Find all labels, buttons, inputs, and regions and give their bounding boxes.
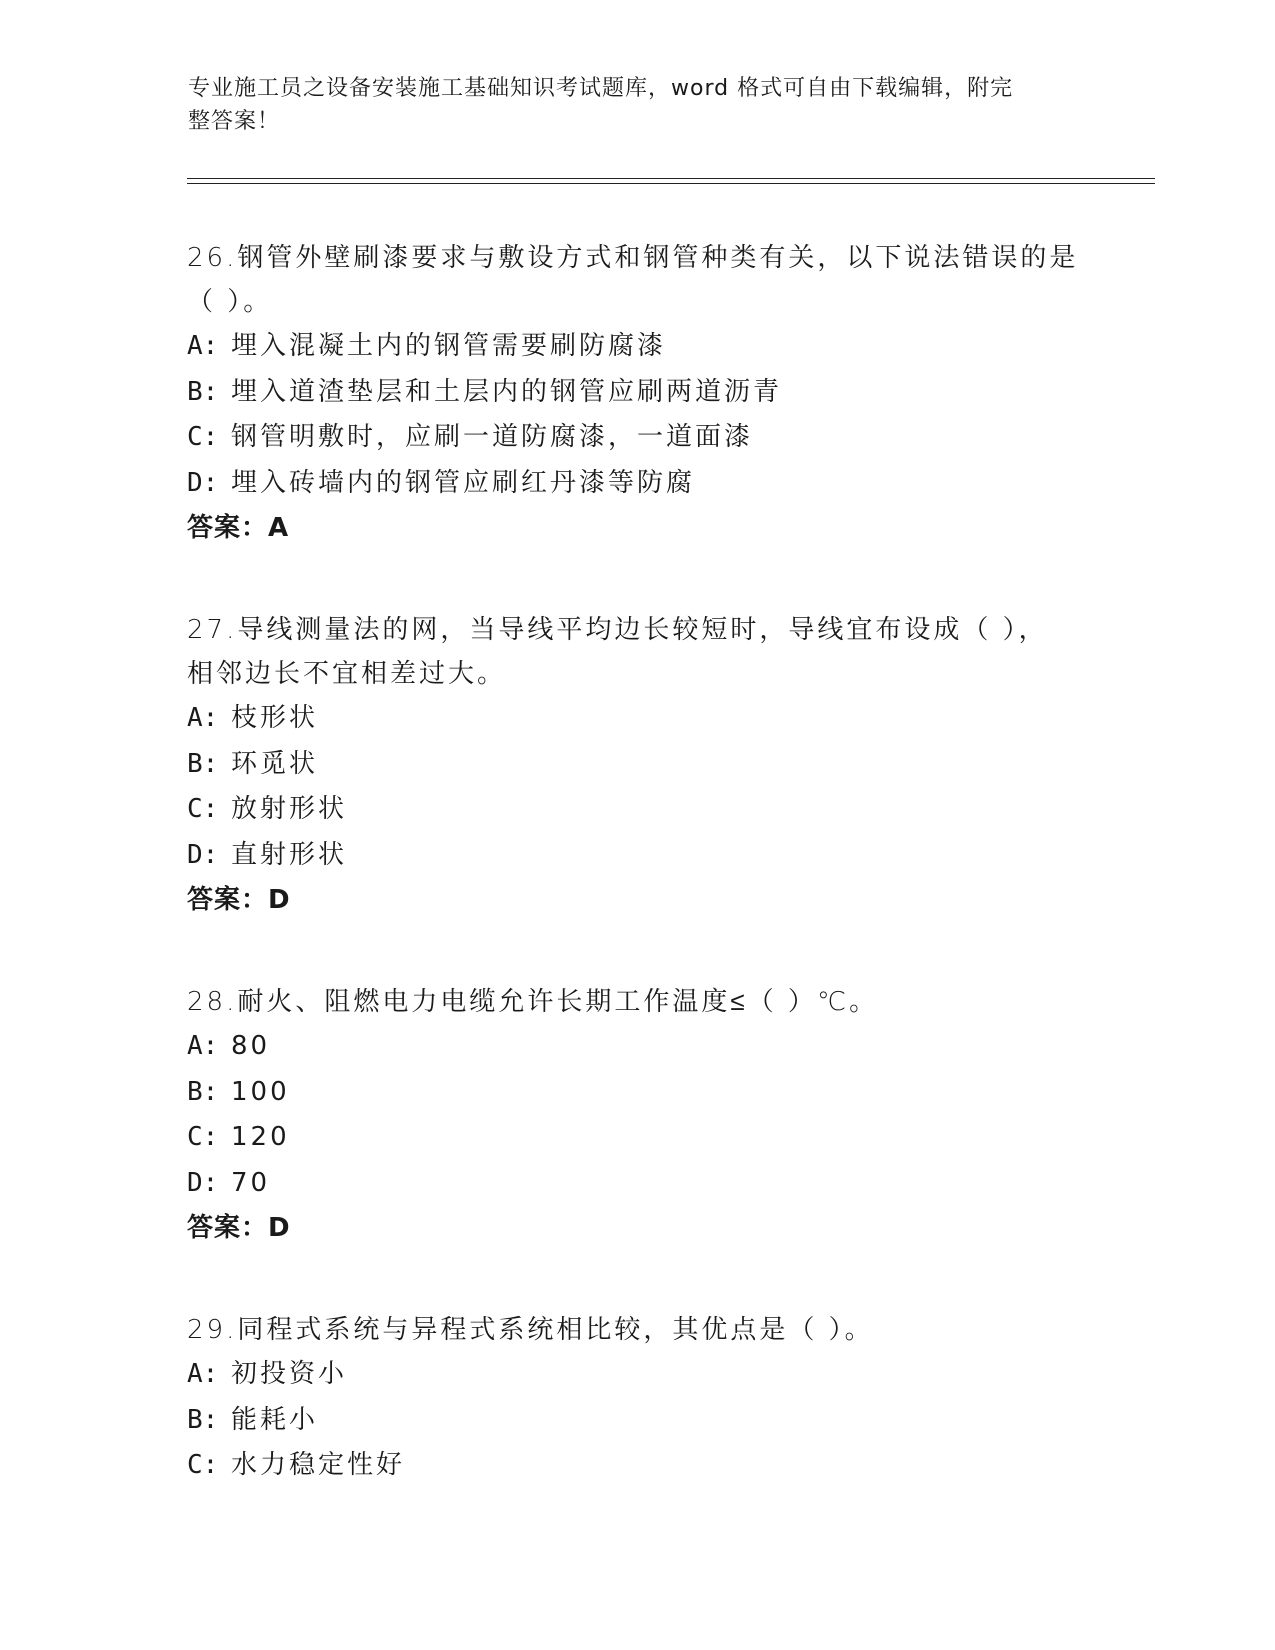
- option-text: 直射形状: [231, 839, 348, 870]
- header-line-2: 整答案！: [188, 109, 281, 134]
- option-key: D:: [187, 467, 219, 498]
- option-text: 埋入混凝土内的钢管需要刷防腐漆: [231, 331, 667, 361]
- option-text: 80: [231, 1031, 271, 1061]
- question-29: [187, 1308, 1087, 1489]
- option-key: D:: [187, 1167, 219, 1198]
- option-b: [187, 1398, 1087, 1444]
- option-key: C:: [187, 1122, 219, 1152]
- question-text: 28.耐火、阻燃电力电缆允许长期工作温度≤（ ）℃。: [187, 987, 879, 1017]
- question-28: [187, 980, 1087, 1250]
- option-c: [187, 1115, 1087, 1161]
- header-line-1: 专业施工员之设备安装施工基础知识考试题库，word 格式可自由下载编辑，附完: [188, 76, 1014, 101]
- option-text: 能耗小: [231, 1404, 319, 1435]
- option-a: [187, 1352, 1087, 1398]
- option-key: B:: [187, 748, 219, 779]
- question-text-continued: 相邻边长不宜相差过大。: [187, 659, 507, 689]
- option-key: A:: [187, 703, 219, 733]
- option-text: 枝形状: [231, 703, 319, 733]
- option-d: [187, 1161, 1087, 1207]
- question-text-continued: （ ）。: [187, 287, 273, 317]
- answer: 答案：D: [187, 885, 291, 915]
- question-text: 29.同程式系统与异程式系统相比较，其优点是（ ）。: [187, 1315, 874, 1345]
- question-27: [187, 608, 1087, 922]
- option-key: D:: [187, 839, 219, 870]
- option-text: 埋入道渣垫层和土层内的钢管应刷两道沥青: [231, 376, 783, 407]
- option-text: 70: [231, 1167, 271, 1198]
- option-text: 放射形状: [231, 794, 348, 824]
- question-text: 26.钢管外壁刷漆要求与敷设方式和钢管种类有关，以下说法错误的是: [187, 243, 1079, 273]
- option-d: [187, 461, 1087, 507]
- option-c: [187, 787, 1087, 833]
- option-text: 埋入砖墙内的钢管应刷红丹漆等防腐: [231, 467, 696, 498]
- option-text: 钢管明敷时，应刷一道防腐漆，一道面漆: [231, 422, 754, 452]
- answer: 答案：D: [187, 1213, 291, 1243]
- option-b: [187, 370, 1087, 416]
- answer: 答案：A: [187, 513, 290, 543]
- option-text: 初投资小: [231, 1359, 348, 1389]
- header-rule-top: [187, 178, 1155, 179]
- option-a: [187, 324, 1087, 370]
- option-key: B:: [187, 1404, 219, 1435]
- option-d: [187, 833, 1087, 879]
- option-c: [187, 415, 1087, 461]
- option-text: 水力稳定性好: [231, 1450, 406, 1480]
- option-c: [187, 1443, 1087, 1489]
- header-rule-bottom: [187, 183, 1155, 184]
- option-key: C:: [187, 422, 219, 452]
- question-26: [187, 236, 1087, 550]
- option-a: [187, 696, 1087, 742]
- option-key: A:: [187, 1359, 219, 1389]
- option-key: A:: [187, 1031, 219, 1061]
- document-header: [188, 72, 1068, 138]
- option-key: A:: [187, 331, 219, 361]
- option-a: [187, 1024, 1087, 1070]
- option-key: C:: [187, 794, 219, 824]
- option-key: B:: [187, 376, 219, 407]
- option-key: B:: [187, 1076, 219, 1107]
- option-text: 环觅状: [231, 748, 319, 779]
- option-text: 100: [231, 1076, 290, 1107]
- question-list: [187, 236, 1087, 1547]
- option-key: C:: [187, 1450, 219, 1480]
- question-text: 27.导线测量法的网，当导线平均边长较短时，导线宜布设成（ ），: [187, 615, 1048, 645]
- option-text: 120: [231, 1122, 290, 1152]
- option-b: [187, 1070, 1087, 1116]
- option-b: [187, 742, 1087, 788]
